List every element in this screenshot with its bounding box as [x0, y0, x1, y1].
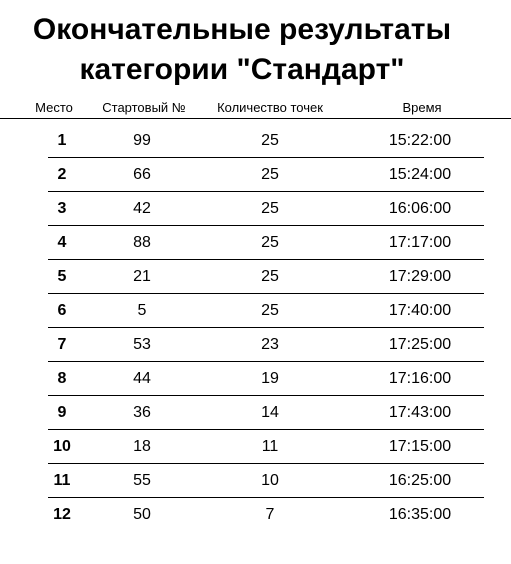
cell-points: 25 — [261, 132, 279, 149]
column-header-place: Место — [35, 100, 73, 115]
cell-place: 1 — [57, 132, 67, 149]
cell-start-number: 99 — [133, 132, 151, 149]
cell-start-number: 50 — [133, 506, 151, 523]
cell-time: 16:25:00 — [388, 472, 452, 489]
table-row — [48, 192, 484, 226]
cell-time: 17:29:00 — [388, 268, 452, 285]
cell-time: 17:43:00 — [388, 404, 452, 421]
cell-start-number: 42 — [133, 200, 151, 217]
cell-points: 25 — [261, 268, 279, 285]
title-line-1: Окончательные результаты — [32, 13, 452, 46]
cell-start-number: 21 — [133, 268, 151, 285]
table-row — [48, 464, 484, 498]
table-row — [48, 430, 484, 464]
cell-start-number: 53 — [133, 336, 151, 353]
table-row — [48, 124, 484, 158]
cell-points: 23 — [261, 336, 279, 353]
cell-time: 15:22:00 — [388, 132, 452, 149]
cell-place: 10 — [53, 438, 71, 455]
cell-time: 17:17:00 — [388, 234, 452, 251]
cell-start-number: 55 — [133, 472, 151, 489]
cell-time: 17:15:00 — [388, 438, 452, 455]
cell-time: 17:40:00 — [388, 302, 452, 319]
cell-start-number: 44 — [133, 370, 151, 387]
cell-time: 16:35:00 — [388, 506, 452, 523]
document-title — [0, 10, 484, 90]
table-header — [0, 97, 511, 119]
cell-points: 25 — [261, 200, 279, 217]
cell-points: 10 — [261, 472, 279, 489]
cell-points: 11 — [261, 438, 279, 455]
column-header-start-number: Стартовый № — [102, 100, 186, 115]
cell-points: 14 — [261, 404, 279, 421]
results-table — [0, 124, 511, 532]
cell-start-number: 66 — [133, 166, 151, 183]
table-row — [48, 226, 484, 260]
cell-place: 8 — [57, 370, 67, 387]
cell-time: 17:16:00 — [388, 370, 452, 387]
cell-start-number: 36 — [133, 404, 151, 421]
cell-points: 25 — [261, 166, 279, 183]
cell-place: 4 — [57, 234, 67, 251]
cell-points: 7 — [265, 506, 275, 523]
cell-place: 6 — [57, 302, 67, 319]
table-row — [48, 498, 484, 532]
cell-place: 9 — [57, 404, 67, 421]
column-header-points: Количество точек — [217, 100, 323, 115]
table-row — [48, 294, 484, 328]
cell-start-number: 5 — [137, 302, 147, 319]
cell-time: 17:25:00 — [388, 336, 452, 353]
cell-start-number: 18 — [133, 438, 151, 455]
header-divider — [0, 118, 511, 119]
cell-place: 5 — [57, 268, 67, 285]
cell-time: 16:06:00 — [388, 200, 452, 217]
cell-points: 25 — [261, 234, 279, 251]
cell-place: 11 — [53, 472, 71, 489]
cell-place: 3 — [57, 200, 67, 217]
cell-place: 12 — [53, 506, 71, 523]
cell-place: 7 — [57, 336, 67, 353]
column-header-time: Время — [402, 100, 442, 115]
cell-time: 15:24:00 — [388, 166, 452, 183]
table-row — [48, 396, 484, 430]
cell-place: 2 — [57, 166, 67, 183]
cell-points: 25 — [261, 302, 279, 319]
table-row — [48, 362, 484, 396]
table-row — [48, 260, 484, 294]
cell-start-number: 88 — [133, 234, 151, 251]
title-line-2: категории "Стандарт" — [79, 53, 405, 86]
cell-points: 19 — [261, 370, 279, 387]
table-row — [48, 158, 484, 192]
table-row — [48, 328, 484, 362]
